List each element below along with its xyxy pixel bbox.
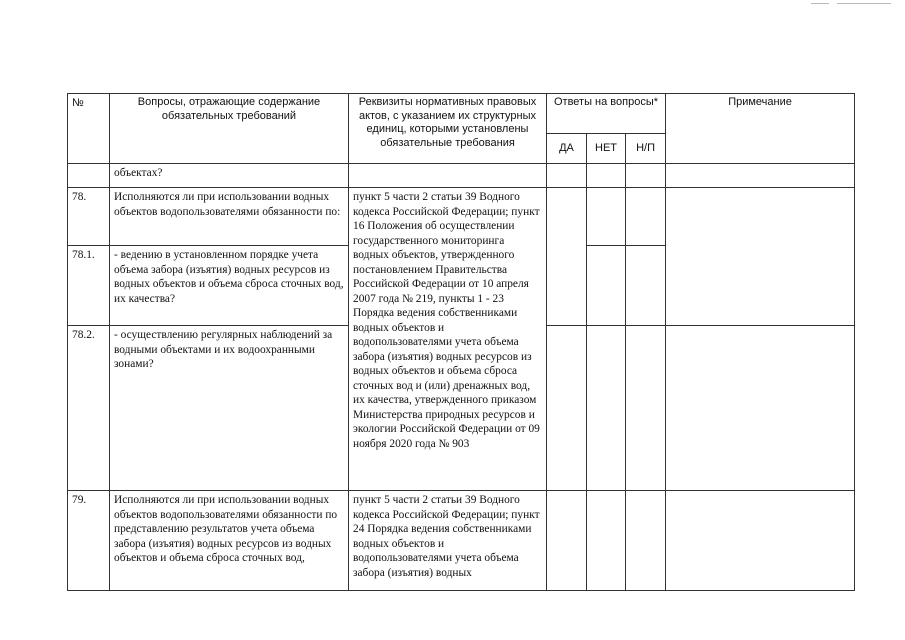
answer-no-cell[interactable] xyxy=(587,246,626,326)
scan-corner-mark xyxy=(811,3,891,4)
row-question-cell: объектах? xyxy=(110,164,349,188)
table-row-79 xyxy=(68,491,855,591)
header-questions: Вопросы, отражающие содержание обязательных требований xyxy=(110,94,349,164)
answer-na-cell[interactable] xyxy=(626,164,666,188)
answer-yes-cell[interactable] xyxy=(547,326,587,491)
row-number-cell: 78.2. xyxy=(68,326,110,491)
answer-no-cell[interactable] xyxy=(587,188,626,246)
row-question-cell: Исполняются ли при использовании водных объектов водопользователями обязанности по: xyxy=(110,188,349,246)
header-na: Н/П xyxy=(626,134,666,164)
header-no: НЕТ xyxy=(587,134,626,164)
answer-yes-cell[interactable] xyxy=(547,188,587,246)
note-cell[interactable] xyxy=(666,188,855,246)
header-requisites: Реквизиты нормативных правовых актов, с указанием их структурных единиц, которыми установлены обязательные требования xyxy=(349,94,547,164)
header-row xyxy=(68,94,855,134)
answer-na-cell[interactable] xyxy=(626,326,666,491)
row-number-cell: 79. xyxy=(68,491,110,591)
row-number-cell xyxy=(68,164,110,188)
header-yes: ДА xyxy=(547,134,587,164)
checklist-table xyxy=(67,93,855,591)
header-note: Примечание xyxy=(666,94,855,164)
answer-no-cell[interactable] xyxy=(587,164,626,188)
table-row-continuation xyxy=(68,164,855,188)
answer-yes-cell[interactable] xyxy=(547,246,587,326)
note-cell[interactable] xyxy=(666,491,855,591)
answer-na-cell[interactable] xyxy=(626,188,666,246)
answer-na-cell[interactable] xyxy=(626,491,666,591)
row-requisites-cell xyxy=(349,164,547,188)
note-cell[interactable] xyxy=(666,246,855,326)
row-number-cell: 78. xyxy=(68,188,110,246)
row-requisites-cell: пункт 5 части 2 статьи 39 Водного кодекса Российской Федерации; пункт 16 Положения об осуществлении государственного мониторинга водных объектов, утвержденного постановлением Правительства Российской Федерации от 10 апреля 2007 года № 219, пункты 1 - 23 Порядка ведения собственниками водных объектов и водопользователями учета объема забора (изъятия) водных ресурсов из водных объектов и объема сброса сточных вод и (или) дренажных вод, их качества, утвержденного приказом Министерства природных ресурсов и экологии Российской Федерации от 09 ноября 2020 года № 903 xyxy=(349,188,547,491)
row-requisites-cell: пункт 5 части 2 статьи 39 Водного кодекса Российской Федерации; пункт 24 Порядка ведения собственниками водных объектов и водопользователями учета объема забора (изъятия) водных xyxy=(349,491,547,591)
answer-na-cell[interactable] xyxy=(626,246,666,326)
table-row-78 xyxy=(68,188,855,246)
header-number: № xyxy=(68,94,110,164)
answer-no-cell[interactable] xyxy=(587,326,626,491)
answer-yes-cell[interactable] xyxy=(547,164,587,188)
row-question-cell: Исполняются ли при использовании водных объектов водопользователями обязанности по представлению результатов учета объема забора (изъятия) водных ресурсов из водных объектов и объема сброса сточных вод, xyxy=(110,491,349,591)
note-cell[interactable] xyxy=(666,164,855,188)
row-number-cell: 78.1. xyxy=(68,246,110,326)
answer-no-cell[interactable] xyxy=(587,491,626,591)
note-cell[interactable] xyxy=(666,326,855,491)
header-answers: Ответы на вопросы* xyxy=(547,94,666,134)
answer-yes-cell[interactable] xyxy=(547,491,587,591)
row-question-cell: - осуществлению регулярных наблюдений за водными объектами и их водоохранными зонами? xyxy=(110,326,349,491)
row-question-cell: - ведению в установленном порядке учета объема забора (изъятия) водных ресурсов из водных объектов и объема сброса сточных вод, их качества? xyxy=(110,246,349,326)
